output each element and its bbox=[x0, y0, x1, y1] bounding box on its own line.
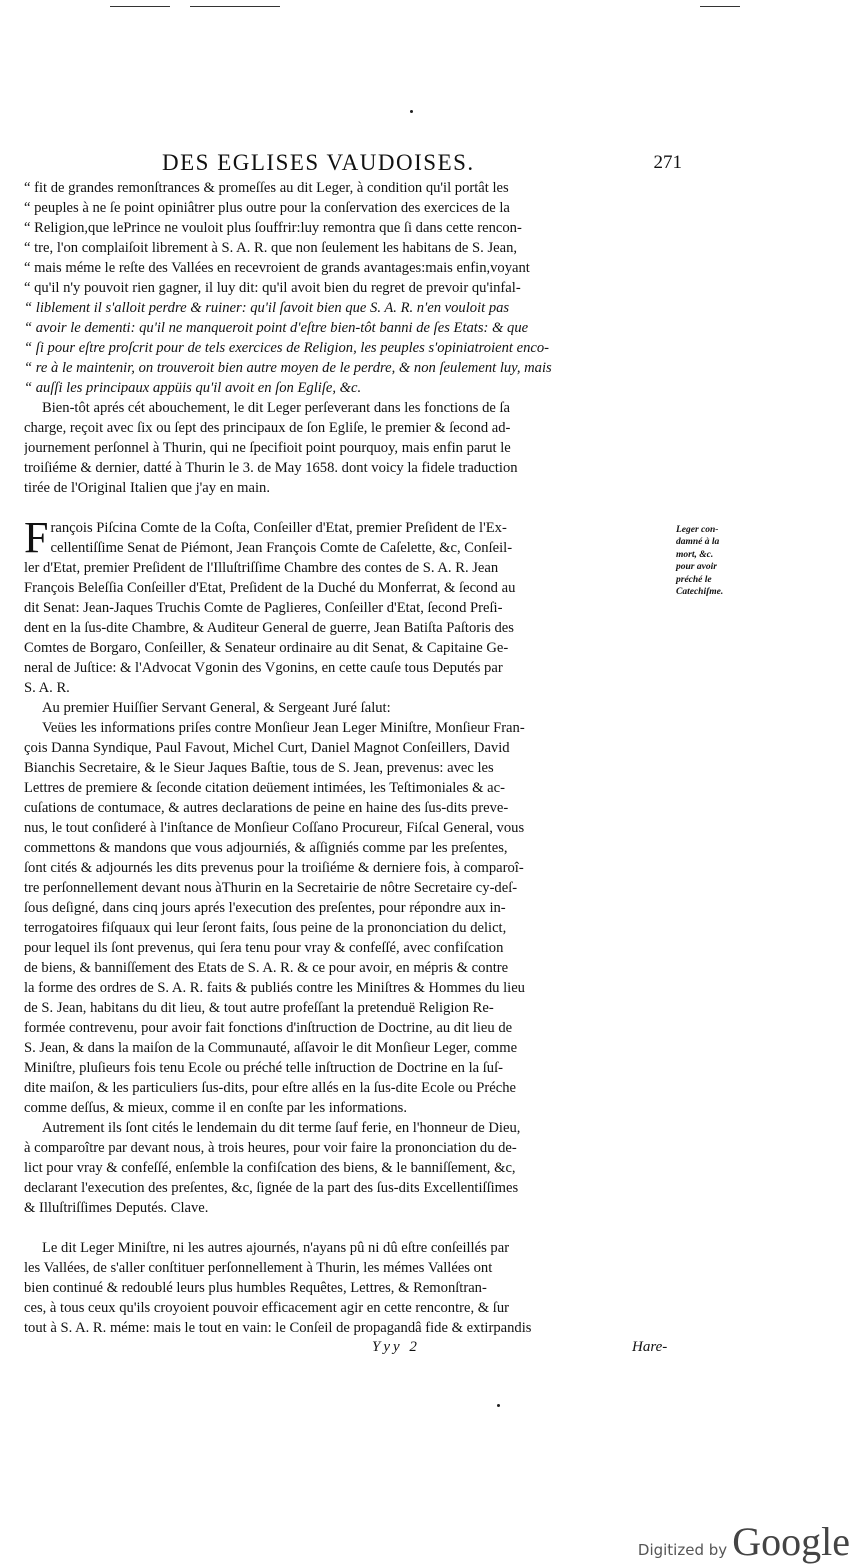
drop-cap: F bbox=[24, 513, 49, 562]
text-line: “ ſi pour eſtre proſcrit pour de tels exercices de Religion, les peuples s'opiniatroient enco- bbox=[24, 340, 550, 356]
page-title: DES EGLISES VAUDOISES. bbox=[162, 150, 475, 175]
text-line: Miniſtre, pluſieurs fois tenu Ecole ou préché telle inſtruction de Doctrine en la ſuſ- bbox=[24, 1060, 504, 1076]
text-line: “ re à le maintenir, on trouveroit bien autre moyen de le perdre, & non ſeulement luy, mais bbox=[24, 360, 552, 376]
text-line: à comparoître par devant nous, à trois heures, pour voir faire la prononciation du de- bbox=[24, 1140, 517, 1156]
ink-speck bbox=[410, 110, 413, 113]
digitized-watermark bbox=[638, 1518, 850, 1562]
text-line: Lettres de premiere & ſeconde citation deüement intimées, les Teſtimoniales & ac- bbox=[24, 780, 505, 796]
text-line: ſont cités & adjournés les dits prevenus pour la troiſiéme & derniere fois, à comparoî- bbox=[24, 860, 524, 876]
decree-text bbox=[24, 513, 672, 1218]
text-line: “ Religion,que lePrince ne vouloit plus ſouffrir:luy remontra que ſi dans cette rencon- bbox=[24, 220, 522, 236]
google-logo: Google bbox=[732, 1519, 850, 1564]
text-line: “ mais méme le reſte des Vallées en recevroient de grands avantages:mais enfin,voyant bbox=[24, 260, 530, 276]
text-line: Comtes de Borgaro, Conſeiller, & Senateur ordinaire au dit Senat, & Capitaine Ge- bbox=[24, 640, 509, 656]
text-line: tre perſonnellement devant nous àThurin en la Secretairie de nôtre Secretaire cy-deſ- bbox=[24, 880, 518, 896]
top-edge-mark bbox=[700, 6, 740, 7]
text-line: ces, à tous ceux qu'ils croyoient pouvoir efficacement agir en cette rencontre, & ſur bbox=[24, 1300, 509, 1316]
margin-note-line: Leger con- bbox=[676, 525, 719, 535]
text-line: Bien-tôt aprés cét abouchement, le dit Leger perſeverant dans les fonctions de ſa bbox=[42, 400, 511, 416]
margin-note-line: préché le bbox=[676, 574, 712, 585]
text-line: çois Danna Syndique, Paul Favout, Michel Curt, Daniel Magnot Conſeillers, David bbox=[24, 740, 510, 756]
text-line: S. Jean, & dans la maiſon de la Communauté, aſſavoir le dit Monſieur Leger, comme bbox=[24, 1040, 518, 1056]
text-line: formée contrevenu, pour avoir fait fonctions d'inſtruction de Doctrine, au dit lieu de bbox=[24, 1020, 513, 1036]
decree-opening bbox=[24, 513, 672, 562]
text-line: la forme des ordres de S. A. R. faits & publiés contre les Miniſtres & Hommes du lieu bbox=[24, 980, 525, 996]
text-line: Veües les informations priſes contre Monſieur Jean Leger Miniſtre, Monſieur Fran- bbox=[42, 720, 525, 736]
text-line: S. A. R. bbox=[24, 680, 70, 696]
digitized-label: Digitized by bbox=[637, 1541, 728, 1559]
text-line: “ liblement il s'alloit perdre & ruiner: qu'il ſavoit bien que S. A. R. n'en vouloit pas bbox=[24, 300, 510, 316]
text-line: tout à S. A. R. méme: mais le tout en vain: le Conſeil de propagandâ fide & extirpandis bbox=[24, 1320, 532, 1336]
closing-paragraph bbox=[24, 1238, 672, 1338]
top-edge-mark bbox=[190, 6, 280, 7]
text-line: “ fit de grandes remonſtrances & promeſſes au dit Leger, à condition qu'il portât les bbox=[24, 180, 509, 196]
text-line: cellentiſſime Senat de Piémont, Jean François Comte de Caſelette, &c, Conſeil- bbox=[50, 540, 513, 556]
text-line: cuſations de contumace, & autres declarations de peine en haine des ſus-dits preve- bbox=[24, 800, 509, 816]
text-line: commettons & mandons que vous adjourniés, & aſſigniés comme par les preſentes, bbox=[24, 840, 508, 856]
text-line: troiſiéme & dernier, datté à Thurin le 3. de May 1658. dont voicy la fidele traduction bbox=[24, 460, 518, 476]
text-line: journement perſonnel à Thurin, qui ne ſpecifioit point pourquoy, mais enfin parut le bbox=[24, 440, 511, 456]
margin-note-line: pour avoir bbox=[676, 562, 717, 573]
text-line: “ auſſi les principaux appüis qu'il avoit en ſon Egliſe, &c. bbox=[24, 380, 362, 396]
text-line: les Vallées, de s'aller conſtituer perſonnellement à Thurin, les mémes Vallées ont bbox=[24, 1260, 493, 1276]
text-line: “ avoir le dementi: qu'il ne manqueroit point d'eſtre bien-tôt banni de ſes Etats: & que bbox=[24, 320, 529, 336]
text-line: neral de Juſtice: & l'Advocat Vgonin des Vgonins, en cette cauſe tous Deputés par bbox=[24, 660, 503, 676]
margin-note-line: damné à la bbox=[676, 537, 720, 548]
text-line: dite maiſon, & les particuliers ſus-dits, pour eſtre allés en la ſus-dite Ecole ou Préche bbox=[24, 1080, 516, 1096]
text-line: de S. Jean, habitans du dit lieu, & tout autre profeſſant la pretenduë Religion Re- bbox=[24, 1000, 494, 1016]
text-line: dit Senat: Jean-Jaques Truchis Comte de Paglieres, Conſeiller d'Etat, ſecond Preſi- bbox=[24, 600, 503, 616]
text-line: pour lequel ils ſont prevenus, qui ſera tenu pour vray & confeſſé, avec confiſcation bbox=[24, 940, 504, 956]
text-line: ler d'Etat, premier Preſident de l'Illuſtriſſime Chambre des contes de S. A. R. Jean bbox=[24, 560, 499, 576]
text-line: & Illuſtriſſimes Deputés. Clave. bbox=[24, 1200, 209, 1216]
text-line: charge, reçoit avec ſix ou ſept des principaux de ſon Egliſe, le premier & ſecond ad- bbox=[24, 420, 511, 436]
text-line: tirée de l'Original Italien que j'ay en main. bbox=[24, 480, 270, 496]
text-line: comme deſſus, & mieux, comme il en conſte par les informations. bbox=[24, 1100, 407, 1116]
catchword: Hare- bbox=[632, 1339, 668, 1355]
text-line: “ tre, l'on complaiſoit librement à S. A. R. que non ſeulement les habitans de S. Jean, bbox=[24, 240, 518, 256]
margin-note-line: mort, &c. bbox=[676, 549, 714, 560]
margin-note-line: Catechiſme. bbox=[676, 587, 724, 598]
text-line: “ qu'il n'y pouvoit rien gagner, il luy dit: qu'il avoit bien du regret de prevoir qu'infal- bbox=[24, 280, 521, 296]
text-line: Bianchis Secretaire, & le Sieur Jaques Baſtie, tous de S. Jean, prevenus: avec les bbox=[24, 760, 494, 776]
text-line: declarant l'execution des preſentes, &c, ſignée de la part des ſus-dits Excellentiſſimes bbox=[24, 1180, 519, 1196]
text-line: François Beleſſia Conſeiller d'Etat, Preſident de la Duché du Monferrat, & ſecond au bbox=[24, 580, 516, 596]
page-number: 271 bbox=[653, 152, 682, 173]
margin-note bbox=[676, 524, 756, 598]
text-line: nus, le tout conſideré à l'inſtance de Monſieur Coſſano Procureur, Fiſcal General, vous bbox=[24, 820, 525, 836]
text-line: bien continué & redoublé leurs plus humbles Requêtes, Lettres, & Remonſtran- bbox=[24, 1280, 487, 1296]
text-line: ſous deſigné, dans cinq jours aprés l'execution des preſentes, pour répondre aux in- bbox=[24, 900, 506, 916]
quoted-passage bbox=[24, 178, 672, 498]
text-line: Autrement ils ſont cités le lendemain du dit terme ſauf ferie, en l'honneur de Dieu, bbox=[42, 1120, 521, 1136]
text-line: dent en la ſus-dite Chambre, & Auditeur General de guerre, Jean Batiſta Paſtoris des bbox=[24, 620, 514, 636]
text-line: lict pour vray & confeſſé, enſemble la confiſcation des biens, & le banniſſement, &c, bbox=[24, 1160, 516, 1176]
text-line: Le dit Leger Miniſtre, ni les autres ajournés, n'ayans pû ni dû eſtre conſeillés par bbox=[42, 1240, 510, 1256]
running-header bbox=[162, 150, 682, 178]
text-line: de biens, & banniſſement des Etats de S. A. R. & ce pour avoir, en mépris & contre bbox=[24, 960, 509, 976]
text-line: terrogatoires fiſquaux qui leur ſeront faits, ſous peine de la prononciation du delict, bbox=[24, 920, 507, 936]
text-line: Au premier Huiſſier Servant General, & Sergeant Juré ſalut: bbox=[42, 700, 391, 716]
text-line: “ peuples à ne ſe point opiniâtrer plus outre pour la conſervation des exercices de la bbox=[24, 200, 510, 216]
signature-mark: Yyy 2 bbox=[372, 1339, 420, 1355]
text-line: rançois Piſcina Comte de la Coſta, Conſeiller d'Etat, premier Preſident de l'Ex- bbox=[50, 520, 507, 536]
top-edge-mark bbox=[110, 6, 170, 7]
ink-speck bbox=[497, 1404, 500, 1407]
